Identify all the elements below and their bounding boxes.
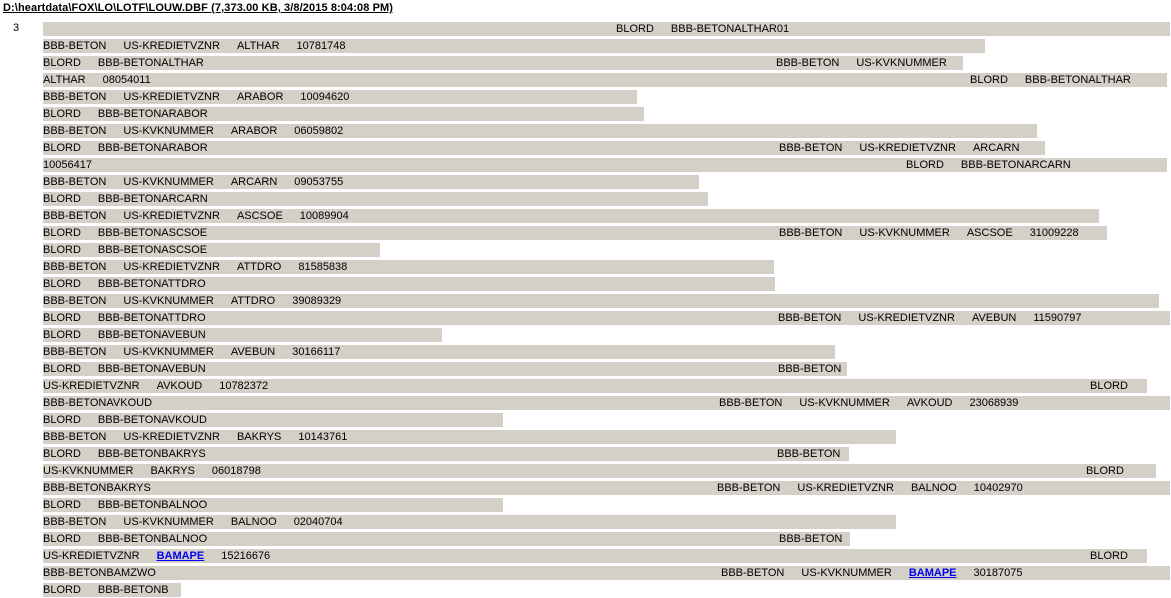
record-row	[43, 39, 985, 53]
field-value: BBB-BETON	[779, 227, 843, 239]
field-value: ATTDRO	[230, 295, 276, 307]
field-value: BLORD	[43, 533, 81, 545]
field-value: 23068939	[969, 397, 1019, 409]
record-row	[43, 583, 181, 597]
field-value: BBB-BETON	[779, 533, 843, 545]
field-value: US-KVKNUMMER	[859, 227, 950, 239]
record-row	[43, 175, 699, 189]
field-value: US-KREDIETVZNR	[858, 312, 955, 324]
record-row	[43, 243, 380, 257]
field-value: BLORD	[1090, 550, 1128, 562]
row-segment	[43, 414, 207, 426]
field-value: US-KREDIETVZNR	[123, 261, 220, 273]
field-value: 81585838	[298, 261, 348, 273]
record-row	[43, 73, 1167, 87]
field-value: 10781748	[296, 40, 346, 52]
row-segment	[43, 142, 208, 154]
field-value: BBB-BETON	[43, 516, 107, 528]
field-value: 10089904	[299, 210, 349, 222]
field-value: BBB-BETON	[721, 567, 785, 579]
record-row	[43, 56, 963, 70]
row-segment	[778, 363, 841, 375]
record-row	[43, 107, 644, 121]
row-segment	[43, 295, 341, 307]
row-segment	[43, 533, 207, 545]
field-value: BBB-BETONARABOR	[97, 142, 208, 154]
field-value: BLORD	[43, 108, 81, 120]
field-value: US-KVKNUMMER	[43, 465, 134, 477]
field-value: ARCARN	[230, 176, 278, 188]
row-segment	[43, 584, 169, 596]
field-value: 31009228	[1029, 227, 1079, 239]
field-value: 10782372	[219, 380, 269, 392]
field-value: 10094620	[300, 91, 350, 103]
field-value: US-KVKNUMMER	[123, 295, 214, 307]
row-segment	[1086, 465, 1124, 477]
record-row	[43, 515, 896, 529]
row-segment	[43, 397, 152, 409]
record-row	[43, 498, 503, 512]
row-segment	[43, 346, 340, 358]
record-link[interactable]: BAMAPE	[908, 567, 957, 579]
field-value: BBB-BETONBAKRYS	[43, 482, 151, 494]
row-segment	[43, 57, 204, 69]
field-value: US-KREDIETVZNR	[43, 380, 140, 392]
field-value: US-KVKNUMMER	[123, 346, 214, 358]
row-segment	[43, 363, 206, 375]
record-row	[43, 379, 1147, 393]
row-segment	[777, 448, 840, 460]
row-segment	[43, 193, 208, 205]
row-segment	[721, 567, 1022, 579]
field-value: BBB-BETONAVKOUD	[97, 414, 207, 426]
field-value: BBB-BETONBAMZWO	[43, 567, 156, 579]
row-segment	[43, 125, 343, 137]
row-segment	[43, 210, 349, 222]
row-segment	[43, 312, 206, 324]
field-value: BBB-BETONAVKOUD	[43, 397, 153, 409]
field-value: BBB-BETONALTHAR01	[670, 23, 790, 35]
record-row	[43, 277, 775, 291]
row-segment	[43, 482, 151, 494]
field-value: BBB-BETON	[43, 346, 107, 358]
record-row	[43, 413, 503, 427]
record-row	[43, 141, 1045, 155]
row-segment	[779, 142, 1019, 154]
field-value: BLORD	[43, 57, 81, 69]
row-segment	[43, 91, 349, 103]
record-row	[43, 124, 1037, 138]
row-segment	[43, 40, 345, 52]
record-row	[43, 396, 1170, 410]
field-value: BBB-BETONBALNOO	[97, 499, 208, 511]
row-segment	[43, 465, 261, 477]
field-value: 10143761	[298, 431, 348, 443]
field-value: BLORD	[1090, 380, 1128, 392]
field-value: BLORD	[616, 23, 654, 35]
field-value: BBB-BETON	[779, 142, 843, 154]
row-segment	[43, 329, 206, 341]
field-value: BBB-BETON	[43, 91, 107, 103]
record-row	[43, 226, 1107, 240]
file-path-header: D:\heartdata\FOX\LO\LOTF\LOUW.DBF (7,373.00 KB, 3/8/2015 8:04:08 PM)	[3, 2, 394, 14]
row-segment	[43, 448, 206, 460]
field-value: BLORD	[43, 227, 81, 239]
field-value: BBB-BETONASCSOE	[97, 227, 208, 239]
field-value: BLORD	[43, 363, 81, 375]
row-segment	[43, 567, 156, 579]
field-value: 09053755	[294, 176, 344, 188]
field-value: 15216676	[221, 550, 271, 562]
field-value: US-KVKNUMMER	[801, 567, 892, 579]
field-value: BBB-BETON	[43, 40, 107, 52]
field-value: BBB-BETON	[43, 261, 107, 273]
field-value: 10056417	[43, 159, 92, 171]
field-value: BBB-BETON	[719, 397, 783, 409]
row-segment	[43, 227, 207, 239]
field-value: BBB-BETON	[43, 431, 107, 443]
field-value: BLORD	[970, 74, 1008, 86]
row-segment	[43, 74, 151, 86]
record-row	[43, 158, 1167, 172]
field-value: BBB-BETONATTDRO	[97, 312, 206, 324]
record-row	[43, 447, 849, 461]
field-value: BLORD	[906, 159, 944, 171]
field-value: US-KVKNUMMER	[123, 516, 214, 528]
record-row	[43, 532, 850, 546]
record-row	[43, 260, 774, 274]
field-value: BAKRYS	[150, 465, 195, 477]
row-segment	[1090, 380, 1128, 392]
row-segment	[43, 176, 343, 188]
record-index: 3	[13, 22, 20, 34]
field-value: AVEBUN	[971, 312, 1017, 324]
field-value: US-KVKNUMMER	[123, 125, 214, 137]
row-segment	[778, 312, 1081, 324]
field-value: BALNOO	[910, 482, 957, 494]
field-value: BBB-BETON	[778, 363, 842, 375]
row-segment	[616, 23, 789, 35]
field-value: BLORD	[43, 278, 81, 290]
field-value: US-KREDIETVZNR	[123, 40, 220, 52]
row-segment	[43, 159, 92, 171]
row-segment	[719, 397, 1018, 409]
field-value: 30166117	[292, 346, 341, 358]
field-value: BBB-BETON	[43, 210, 107, 222]
record-row	[43, 328, 442, 342]
row-segment	[1090, 550, 1128, 562]
record-row	[43, 549, 1147, 563]
field-value: ASCSOE	[966, 227, 1013, 239]
field-value: BALNOO	[230, 516, 277, 528]
field-value: ATTDRO	[236, 261, 282, 273]
field-value: US-KREDIETVZNR	[123, 91, 220, 103]
field-value: AVKOUD	[156, 380, 203, 392]
field-value: 06018798	[211, 465, 261, 477]
field-value: 11590797	[1033, 312, 1082, 324]
field-value: US-KREDIETVZNR	[859, 142, 956, 154]
row-segment	[779, 533, 842, 545]
record-row	[43, 481, 1170, 495]
record-row	[43, 566, 1170, 580]
field-value: US-KVKNUMMER	[123, 176, 214, 188]
field-value: ARABOR	[236, 91, 284, 103]
row-segment	[43, 550, 270, 562]
field-value: BBB-BETON	[43, 125, 107, 137]
field-value: BBB-BETONASCSOE	[97, 244, 208, 256]
record-link[interactable]: BAMAPE	[156, 550, 205, 562]
field-value: BLORD	[43, 142, 81, 154]
field-value: BBB-BETONALTHAR	[1024, 74, 1131, 86]
field-value: 39089329	[292, 295, 342, 307]
field-value: AVKOUD	[906, 397, 953, 409]
field-value: ALTHAR	[43, 74, 86, 86]
field-value: US-KVKNUMMER	[856, 57, 947, 69]
field-value: BLORD	[43, 312, 81, 324]
field-value: BBB-BETONARCARN	[97, 193, 208, 205]
field-value: BBB-BETONAVEBUN	[97, 329, 206, 341]
field-value: ASCSOE	[236, 210, 283, 222]
field-value: BLORD	[1086, 465, 1124, 477]
record-row	[43, 311, 1170, 325]
field-value: BLORD	[43, 499, 81, 511]
row-segment	[970, 74, 1131, 86]
field-value: BLORD	[43, 584, 81, 596]
field-value: BBB-BETONAVEBUN	[97, 363, 206, 375]
field-value: BBB-BETONARCARN	[960, 159, 1071, 171]
field-value: US-KVKNUMMER	[799, 397, 890, 409]
field-value: BBB-BETONALTHAR	[97, 57, 204, 69]
field-value: US-KREDIETVZNR	[43, 550, 140, 562]
field-value: AVEBUN	[230, 346, 276, 358]
record-row	[43, 90, 637, 104]
field-value: US-KREDIETVZNR	[123, 210, 220, 222]
row-segment	[43, 278, 206, 290]
field-value: BLORD	[43, 329, 81, 341]
field-value: 08054011	[102, 74, 151, 86]
field-value: BBB-BETON	[778, 312, 842, 324]
field-value: BLORD	[43, 193, 81, 205]
row-segment	[43, 261, 347, 273]
field-value: BBB-BETONATTDRO	[97, 278, 206, 290]
row-segment	[43, 431, 347, 443]
field-value: 06059802	[294, 125, 344, 137]
row-segment	[43, 516, 343, 528]
record-row	[43, 209, 1099, 223]
field-value: BLORD	[43, 448, 81, 460]
field-value: BBB-BETON	[717, 482, 781, 494]
field-value: BLORD	[43, 414, 81, 426]
row-segment	[43, 108, 208, 120]
field-value: 10402970	[973, 482, 1023, 494]
record-row	[43, 430, 896, 444]
field-value: BBB-BETON	[43, 295, 107, 307]
record-row	[43, 464, 1156, 478]
record-row	[43, 345, 835, 359]
field-value: 30187075	[973, 567, 1023, 579]
field-value: BBB-BETON	[776, 57, 840, 69]
record-row	[43, 192, 708, 206]
field-value: BBB-BETONBAKRYS	[97, 448, 206, 460]
field-value: BLORD	[43, 244, 81, 256]
record-row	[43, 362, 847, 376]
row-segment	[776, 57, 947, 69]
field-value: US-KREDIETVZNR	[123, 431, 220, 443]
field-value: BBB-BETONBALNOO	[97, 533, 208, 545]
field-value: US-KREDIETVZNR	[797, 482, 894, 494]
row-segment	[43, 244, 207, 256]
field-value: BBB-BETONARABOR	[97, 108, 208, 120]
row-segment	[717, 482, 1023, 494]
row-segment	[43, 380, 268, 392]
field-value: BBB-BETONB	[97, 584, 169, 596]
row-segment	[779, 227, 1079, 239]
field-value: ARABOR	[230, 125, 278, 137]
field-value: ARCARN	[972, 142, 1020, 154]
record-row	[43, 294, 1159, 308]
field-value: BBB-BETON	[43, 176, 107, 188]
row-segment	[906, 159, 1071, 171]
record-row	[43, 22, 1170, 36]
field-value: 02040704	[293, 516, 343, 528]
field-value: ALTHAR	[236, 40, 280, 52]
field-value: BBB-BETON	[777, 448, 841, 460]
row-segment	[43, 499, 207, 511]
field-value: BAKRYS	[236, 431, 282, 443]
